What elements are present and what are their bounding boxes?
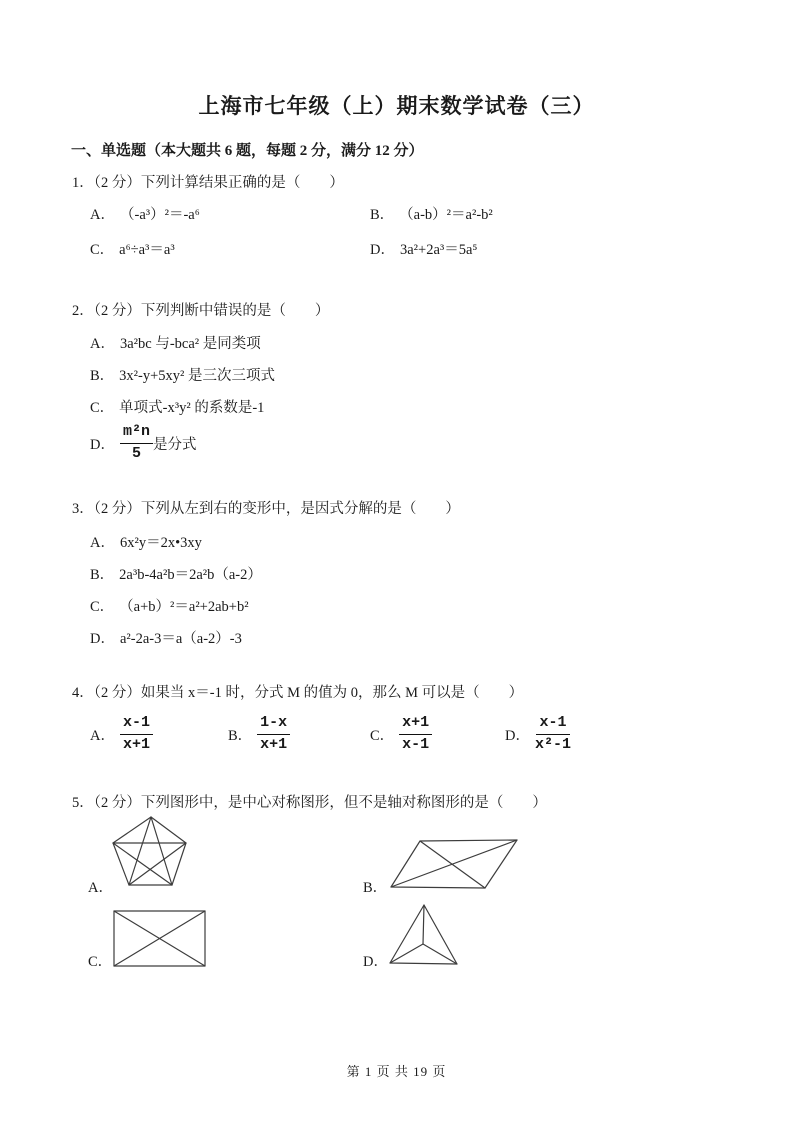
fraction — [535, 714, 571, 755]
question-1-option-b — [370, 203, 493, 224]
question-3-option-c — [90, 595, 249, 616]
question-4-stem: 4．（2 分）如果当 x＝-1 时，分式 M 的值为 0，那么 M 可以是（ ） — [72, 685, 524, 701]
question-4-option-a — [90, 707, 153, 761]
fraction — [120, 423, 153, 464]
option-text: 3a²bc 与-bca² 是同类项 — [119, 336, 261, 352]
option-label: A． — [90, 336, 115, 352]
pentagon-diagonal — [113, 843, 172, 885]
parallelogram-diagonal — [391, 840, 517, 887]
fraction-denominator: x+1 — [122, 735, 150, 753]
fraction-numerator: 1-x — [257, 714, 290, 735]
figure-d-triangle-with-center-segments-image — [389, 903, 458, 966]
fraction — [120, 714, 153, 755]
fraction-numerator: x-1 — [536, 714, 569, 735]
figure-b-label: B． — [363, 880, 388, 896]
option-label: C． — [370, 727, 395, 744]
question-1-option-c — [90, 238, 175, 259]
option-label: C． — [90, 599, 115, 615]
option-label: A． — [90, 535, 115, 551]
option-label: A． — [90, 727, 115, 744]
question-1-option-d — [370, 238, 477, 259]
question-2-option-d — [90, 417, 197, 469]
question-4-option-c — [370, 707, 432, 761]
fraction — [399, 714, 432, 755]
question-1-stem: 1．（2 分）下列计算结果正确的是（ ） — [72, 175, 344, 191]
page-title: 上海市七年级（上）期末数学试卷（三） — [198, 94, 595, 118]
option-label: A． — [90, 207, 115, 223]
question-2-option-b — [90, 364, 275, 385]
option-text: 6x²y＝2x•3xy — [119, 535, 202, 551]
option-label: C． — [90, 242, 115, 258]
figure-a-label: A． — [88, 880, 113, 896]
option-text: 3a²+2a³＝5a⁵ — [399, 242, 478, 258]
question-4-option-d — [505, 707, 571, 761]
option-label: B． — [90, 368, 115, 384]
option-label: B． — [90, 567, 115, 583]
pentagon-diagonal — [151, 817, 172, 885]
figure-c-rectangle-with-diagonals-image — [113, 910, 206, 967]
question-5-stem: 5．（2 分）下列图形中，是中心对称图形，但不是轴对称图形的是（ ） — [72, 795, 547, 811]
option-text: 2a³b-4a²b＝2a²b（a-2） — [119, 567, 262, 583]
question-3-option-b — [90, 563, 262, 584]
option-label: B． — [370, 207, 395, 223]
page-number-footer: 第 1 页 共 19 页 — [346, 1064, 447, 1079]
option-text: （-a³）²＝-a⁶ — [119, 207, 200, 223]
option-text: a⁶÷a³＝a³ — [119, 242, 175, 258]
figure-c-label: C． — [88, 954, 113, 970]
pentagon-diagonal — [129, 817, 151, 885]
figure-b-parallelogram-with-diagonals-image — [389, 838, 518, 889]
fraction-denominator: x-1 — [402, 735, 430, 753]
fraction-numerator: m²n — [120, 423, 153, 444]
question-1-option-a — [90, 203, 200, 224]
question-3-stem: 3．（2 分）下列从左到右的变形中，是因式分解的是（ ） — [72, 501, 460, 517]
question-2-option-a — [90, 332, 261, 353]
option-label: D． — [370, 242, 395, 258]
option-text: 3x²-y+5xy² 是三次三项式 — [119, 368, 275, 384]
question-2-stem: 2．（2 分）下列判断中错误的是（ ） — [72, 303, 330, 319]
fraction-numerator: x+1 — [399, 714, 432, 735]
option-text: a²-2a-3＝a（a-2）-3 — [119, 631, 242, 647]
question-3-option-d — [90, 627, 242, 648]
parallelogram-diagonal — [420, 841, 485, 888]
option-label: C． — [90, 400, 115, 416]
fraction-denominator: x+1 — [260, 735, 288, 753]
fraction-denominator: 5 — [131, 444, 141, 462]
section-heading: 一、单选题（本大题共 6 题，每题 2 分，满分 12 分） — [71, 143, 424, 159]
option-text: （a-b）²＝a²-b² — [399, 207, 493, 223]
option-label: D． — [90, 436, 115, 453]
question-4-option-b — [228, 707, 290, 761]
figure-d-label: D． — [363, 954, 388, 970]
question-3-option-a — [90, 531, 202, 552]
option-label: D． — [505, 727, 530, 744]
question-2-option-c — [90, 396, 264, 417]
fraction-denominator: x²-1 — [534, 735, 571, 753]
option-text: （a+b）²＝a²+2ab+b² — [119, 599, 249, 615]
option-label: D． — [90, 631, 115, 647]
option-suffix: 是分式 — [153, 436, 197, 453]
option-label: B． — [228, 727, 253, 744]
pentagon-diagonal — [129, 843, 186, 885]
triangle-center-segment — [423, 905, 424, 944]
fraction-numerator: x-1 — [120, 714, 153, 735]
fraction — [257, 714, 290, 755]
option-text: 单项式-x³y² 的系数是-1 — [119, 400, 265, 416]
figure-a-pentagon-with-all-diagonals-image — [112, 816, 188, 887]
